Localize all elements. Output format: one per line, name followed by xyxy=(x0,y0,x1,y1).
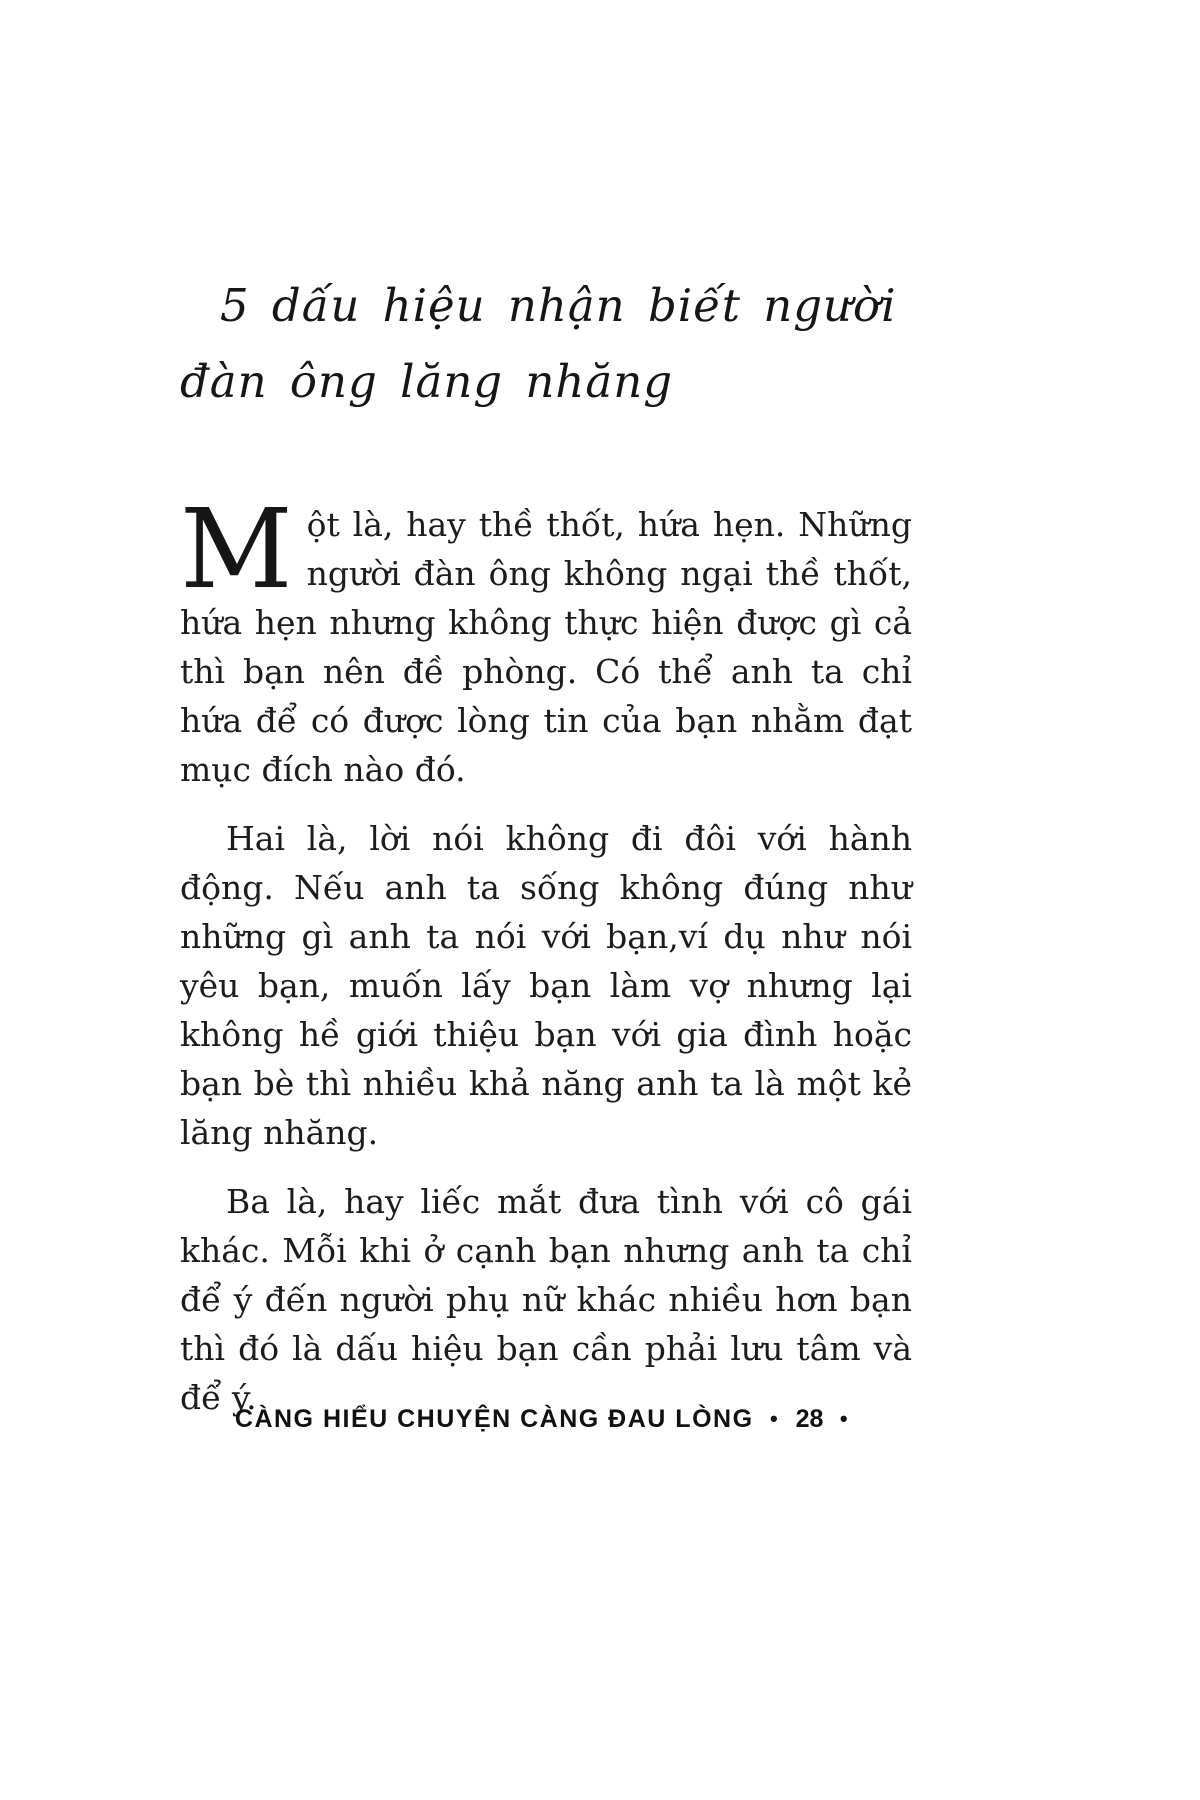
paragraph-two: Hai là, lời nói không đi đôi với hành động. Nếu anh ta sống không đúng như những gì anh ta nói với bạn,ví dụ như nói yêu bạn, muốn lấy bạn làm vợ nhưng lại không hề giới thiệu bạn với gia đình hoặc bạn bè thì nhiều khả năng anh ta là một kẻ lăng nhăng. xyxy=(180,819,912,1152)
chapter-title: 5 dấu hiệu nhận biết người đàn ông lăng nhăng xyxy=(180,279,897,408)
body-text xyxy=(180,485,912,1442)
paragraph-one xyxy=(180,485,912,794)
page-footer xyxy=(180,1405,912,1434)
page-number: 28 xyxy=(795,1405,824,1433)
running-title: CÀNG HIỂU CHUYỆN CÀNG ĐAU LÒNG xyxy=(234,1405,754,1433)
paragraph-three: Ba là, hay liếc mắt đưa tình với cô gái khác. Mỗi khi ở cạnh bạn nhưng anh ta chỉ để ý đến người phụ nữ khác nhiều hơn bạn thì đó là dấu hiệu bạn cần phải lưu tâm và để ý. xyxy=(180,1182,912,1417)
footer-bullet-right: • xyxy=(839,1406,850,1431)
dropcap-letter: M xyxy=(180,485,293,613)
footer-bullet-left: • xyxy=(769,1406,780,1431)
paragraph-one-text: ột là, hay thề thốt, hứa hẹn. Những người đàn ông không ngại thề thốt, hứa hẹn nhưng không thực hiện được gì cả thì bạn nên đề phòng. Có thể anh ta chỉ hứa để có được lòng tin của bạn nhằm đạt mục đích nào đó. xyxy=(180,505,912,789)
